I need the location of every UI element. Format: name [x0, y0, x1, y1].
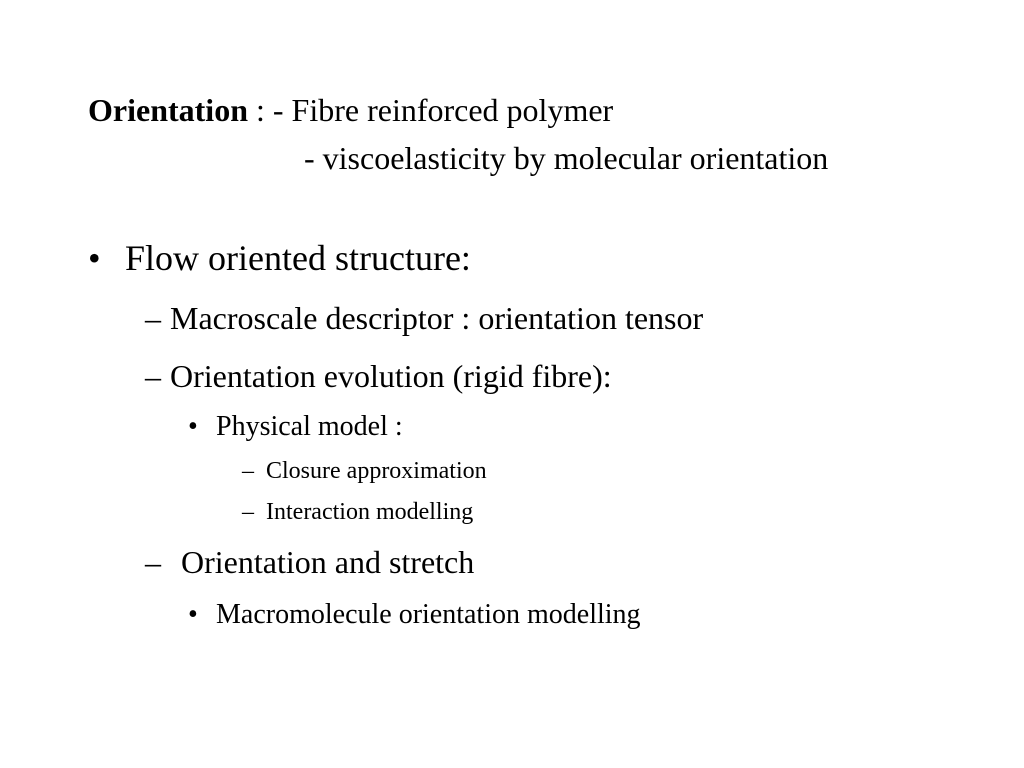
bullet-text: Orientation evolution (rigid fibre):	[170, 358, 612, 394]
bullet-orientation-and-stretch	[145, 542, 945, 582]
dash-marker: –	[145, 300, 161, 336]
bullet-macromolecule-orientation-modelling	[188, 598, 888, 632]
dash-marker: –	[242, 458, 254, 484]
bullet-macroscale-descriptor	[145, 298, 945, 338]
bullet-flow-oriented-structure	[88, 236, 688, 280]
bullet-marker: •	[88, 238, 101, 278]
bullet-interaction-modelling	[242, 497, 842, 527]
bullet-marker: •	[188, 599, 198, 630]
dash-marker: –	[145, 544, 161, 580]
bullet-text: Interaction modelling	[266, 499, 474, 525]
slide-title-line-1	[88, 90, 613, 130]
bullet-text: Closure approximation	[266, 458, 487, 484]
bullet-marker: •	[188, 411, 198, 442]
title-rest: : - Fibre reinforced polymer	[247, 92, 614, 128]
bullet-text: Physical model :	[216, 411, 403, 442]
bullet-text: Orientation and stretch	[181, 544, 475, 580]
title-keyword: Orientation	[88, 92, 248, 128]
bullet-text: Macromolecule orientation modelling	[216, 599, 641, 630]
slide-title-line-2: - viscoelasticity by molecular orientation	[304, 140, 829, 176]
bullet-closure-approximation	[242, 456, 842, 486]
dash-marker: –	[242, 499, 254, 525]
bullet-orientation-evolution	[145, 356, 945, 396]
bullet-physical-model	[188, 410, 788, 444]
bullet-text: Macroscale descriptor : orientation tensor	[170, 300, 704, 336]
dash-marker: –	[145, 358, 161, 394]
bullet-text: Flow oriented structure:	[125, 238, 471, 278]
